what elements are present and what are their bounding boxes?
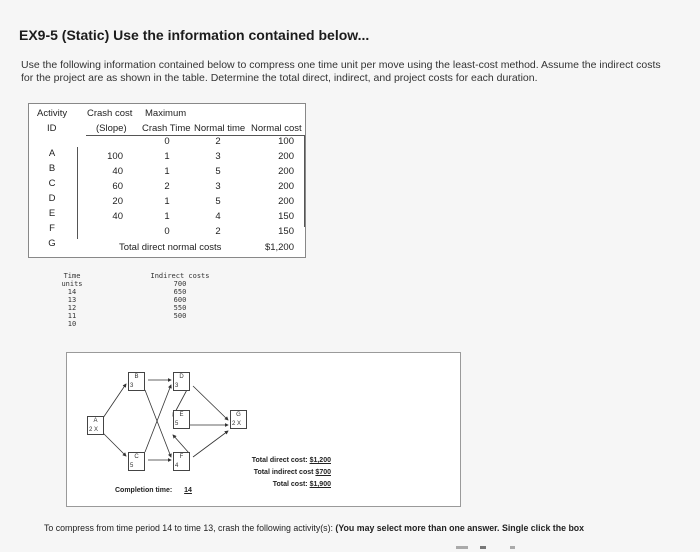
time-unit: 13 [67,296,77,304]
right-separator [304,135,305,227]
node-b-duration: 3 [130,383,134,389]
header-id: ID [47,123,57,134]
row-crash: 0 [164,226,170,237]
indirect-costs-column [140,272,220,320]
node-e-duration: 5 [175,421,179,427]
row-normal: 2 [215,226,221,237]
scroll-mark [456,546,468,549]
row-id: A [48,148,56,159]
node-b-label: B [134,374,139,380]
header-maximum: Maximum [145,108,187,119]
row-normal: 3 [215,151,221,162]
indirect-cost: 500 [173,312,187,320]
node-a-duration: 2 X [89,427,99,433]
header-crash-cost: Crash cost [87,108,133,119]
question-text: To compress from time period 14 to time 13, crash the following activity(s): [44,523,333,533]
node-c-duration: 5 [130,463,134,469]
header-normal-cost: Normal cost [251,123,302,134]
header-crash-time: Crash Time [142,123,191,134]
node-d [173,372,190,391]
indirect-cost: 600 [173,296,187,304]
row-id: F [49,223,55,234]
row-normal: 4 [215,211,221,222]
completion-time-label: Completion time: [115,487,173,494]
total-cost-value: $1,900 [309,481,331,488]
node-g-duration: 2 X [232,421,242,427]
row-id: B [48,163,56,174]
node-e-label: E [179,412,184,418]
row-cost: 200 [278,151,294,162]
time-unit: 10 [67,320,77,328]
row-id: C [48,178,56,189]
node-f-duration: 4 [175,463,179,469]
total-direct-cost-label: Total direct cost: [251,457,308,464]
question-prompt [44,523,584,533]
scroll-mark [480,546,486,549]
row-cost: 150 [278,226,294,237]
node-b [128,372,145,391]
node-d-duration: 3 [175,383,179,389]
row-cost: 100 [278,136,294,147]
row-id: E [48,208,56,219]
row-slope: 40 [112,166,123,177]
question-note: (You may select more than one answer. Single click the box [335,523,585,533]
row-cost: 150 [278,211,294,222]
row-slope: 60 [112,181,123,192]
completion-time-value: 14 [184,487,192,494]
total-cost [231,481,331,488]
total-direct-cost-value: $1,200 [309,457,331,464]
total-indirect-cost-value: $700 [315,469,331,476]
row-crash: 1 [164,166,170,177]
total-cost-label: Total cost: [272,481,308,488]
indirect-cost: 700 [173,280,187,288]
time-unit: 11 [67,312,77,320]
row-normal: 3 [215,181,221,192]
time-units-header: Time units [61,272,83,288]
indirect-cost: 650 [173,288,187,296]
row-slope: 40 [112,211,123,222]
node-f [173,452,190,471]
node-c [128,452,145,471]
time-units-column [52,272,92,328]
indirect-costs-header: Indirect costs [150,272,210,280]
time-unit: 12 [67,304,77,312]
header-activity: Activity [37,108,68,119]
node-a-label: A [93,418,98,424]
scroll-mark [510,546,515,549]
row-cost: 200 [278,181,294,192]
activity-table [28,103,306,258]
completion-time [115,487,192,494]
row-slope: 100 [107,151,123,162]
instructions-text: Use the following information contained below to compress one time unit per move using the least-cost method. Assume the indirect costs for the project are as shown in the table. Determine the total direct, indirect, and project costs for each duration. [21,59,661,84]
total-indirect-cost [231,469,331,476]
node-f-label: F [179,454,184,460]
row-id: D [48,193,56,204]
total-indirect-cost-label: Total indirect cost [253,469,314,476]
row-id: G [48,238,56,249]
node-g [230,410,247,429]
row-cost: 200 [278,166,294,177]
row-crash: 1 [164,211,170,222]
total-direct-value: $1,200 [264,242,294,253]
row-normal: 5 [215,196,221,207]
time-unit: 14 [67,288,77,296]
node-g-label: G [236,412,241,418]
header-normal-time: Normal time [194,123,246,134]
header-slope: (Slope) [96,123,127,134]
indirect-cost: 550 [173,304,187,312]
network-diagram [66,352,461,507]
node-c-label: C [134,454,139,460]
row-crash: 0 [164,136,170,147]
node-d-label: D [179,374,184,380]
row-cost: 200 [278,196,294,207]
id-separator [77,147,78,239]
total-direct-label: Total direct normal costs [119,242,222,253]
row-crash: 1 [164,196,170,207]
row-normal: 5 [215,166,221,177]
row-normal: 2 [215,136,221,147]
total-direct-cost [231,457,331,464]
node-a [87,416,104,435]
page-title: EX9-5 (Static) Use the information contained below... [19,27,370,43]
node-e [173,410,190,429]
row-crash: 2 [164,181,170,192]
row-crash: 1 [164,151,170,162]
row-slope: 20 [112,196,123,207]
